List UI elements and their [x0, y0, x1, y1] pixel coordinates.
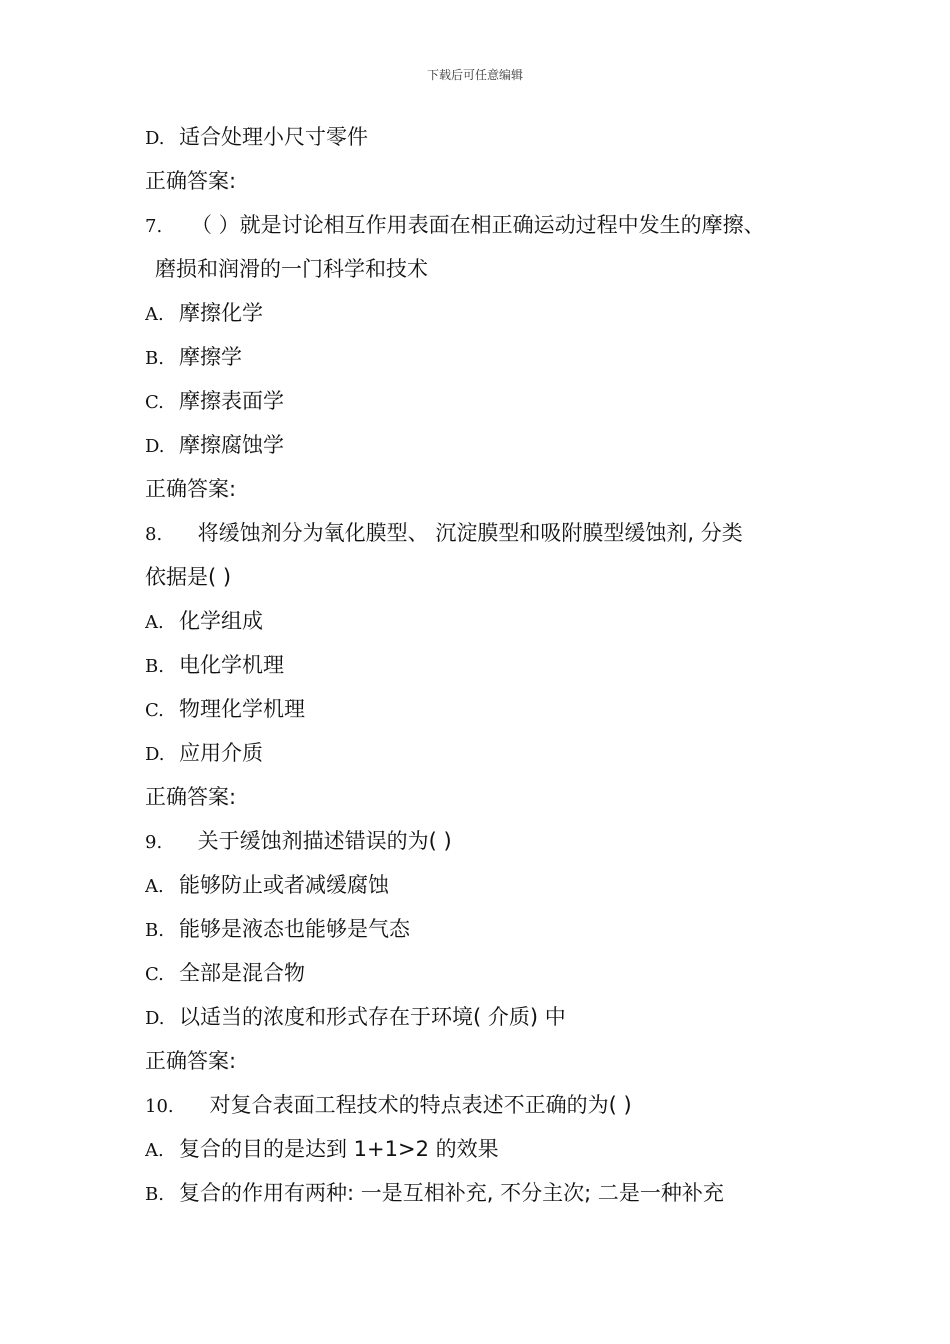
- question-text: 将缓蚀剂分为氧化膜型、 沉淀膜型和吸附膜型缓蚀剂, 分类: [191, 521, 743, 545]
- option-line: [145, 951, 835, 995]
- option-text: 摩擦学: [179, 345, 242, 369]
- option-letter: A.: [145, 876, 164, 897]
- option-text: 电化学机理: [179, 653, 284, 677]
- option-line: [145, 863, 835, 907]
- option-line: [145, 731, 835, 775]
- option-line: [145, 599, 835, 643]
- option-text: 能够防止或者减缓腐蚀: [179, 873, 389, 897]
- option-line: [145, 907, 835, 951]
- option-text: 复合的作用有两种: 一是互相补充, 不分主次; 二是一种补充: [179, 1181, 724, 1205]
- question-line: [145, 1083, 835, 1127]
- option-text: 摩擦腐蚀学: [179, 433, 284, 457]
- question-text: 关于缓蚀剂描述错误的为( ): [191, 829, 452, 853]
- question-number: 9.: [145, 832, 163, 853]
- question-continuation: 依据是( ): [145, 565, 232, 589]
- option-letter: A.: [145, 612, 164, 633]
- answer-line: 正确答案:: [145, 477, 237, 501]
- question-number: 10.: [145, 1096, 174, 1117]
- option-line: [145, 687, 835, 731]
- question-continuation: 磨损和润滑的一门科学和技术: [155, 257, 428, 281]
- option-letter: B.: [145, 920, 164, 941]
- question-text: （ ）就是讨论相互作用表面在相正确运动过程中发生的摩擦、: [191, 213, 765, 237]
- option-line: [145, 423, 835, 467]
- option-line: [145, 335, 835, 379]
- question-number: 8.: [145, 524, 163, 545]
- question-number: 7.: [145, 216, 163, 237]
- option-letter: C.: [145, 700, 164, 721]
- option-line: [145, 643, 835, 687]
- option-text: 全部是混合物: [179, 961, 305, 985]
- option-letter: D.: [145, 1008, 165, 1029]
- option-letter: B.: [145, 348, 164, 369]
- option-letter: D.: [145, 436, 165, 457]
- question-text: 对复合表面工程技术的特点表述不正确的为( ): [203, 1093, 632, 1117]
- option-line: [145, 1171, 835, 1215]
- option-line: [145, 1127, 835, 1171]
- option-text: 以适当的浓度和形式存在于环境( 介质) 中: [179, 1005, 566, 1029]
- option-letter: C.: [145, 964, 164, 985]
- question-line: [145, 819, 835, 863]
- option-text: 物理化学机理: [179, 697, 305, 721]
- option-letter: B.: [145, 656, 164, 677]
- option-letter: D.: [145, 128, 165, 149]
- option-letter: A.: [145, 1140, 164, 1161]
- answer-line: 正确答案:: [145, 1049, 237, 1073]
- document-body: [145, 115, 835, 1215]
- page-header: 下载后可任意编辑: [426, 68, 523, 82]
- option-letter: B.: [145, 1184, 164, 1205]
- option-line: [145, 115, 835, 159]
- option-text: 能够是液态也能够是气态: [179, 917, 410, 941]
- option-line: [145, 995, 835, 1039]
- option-line: [145, 291, 835, 335]
- answer-line: 正确答案:: [145, 169, 237, 193]
- option-letter: D.: [145, 744, 165, 765]
- question-line: [145, 203, 835, 247]
- option-text: 应用介质: [179, 741, 263, 765]
- option-letter: A.: [145, 304, 164, 325]
- option-text: 复合的目的是达到 1+1>2 的效果: [179, 1137, 499, 1161]
- option-text: 摩擦化学: [179, 301, 263, 325]
- option-line: [145, 379, 835, 423]
- answer-line: 正确答案:: [145, 785, 237, 809]
- option-text: 化学组成: [179, 609, 263, 633]
- question-line: [145, 511, 835, 555]
- option-letter: C.: [145, 392, 164, 413]
- option-text: 摩擦表面学: [179, 389, 284, 413]
- option-text: 适合处理小尺寸零件: [179, 125, 368, 149]
